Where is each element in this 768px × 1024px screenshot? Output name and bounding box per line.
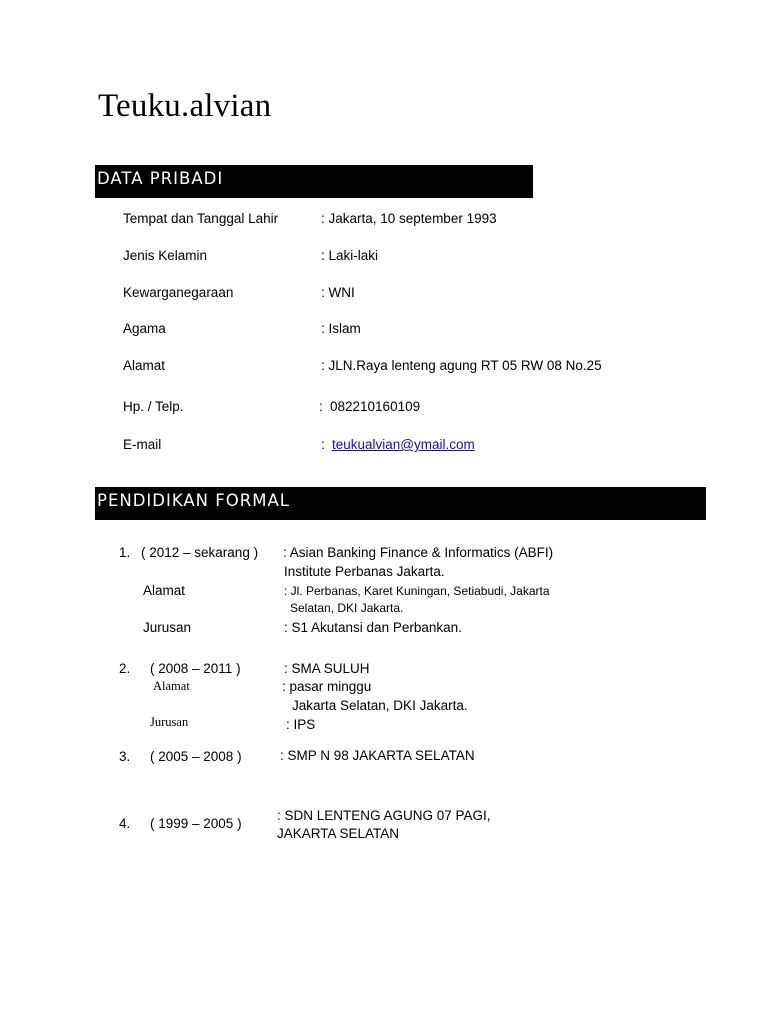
email-link[interactable]: teukualvian@ymail.com — [332, 437, 475, 452]
citizenship-label: Kewarganegaraan — [123, 285, 234, 300]
email-colon: : — [321, 437, 325, 452]
phone-value: 082210160109 — [330, 399, 421, 414]
gender-label: Jenis Kelamin — [123, 248, 208, 263]
birth-label: Tempat dan Tanggal Lahir — [123, 211, 279, 226]
citizenship-value: : WNI — [321, 285, 355, 300]
edu-1-number: 1. — [119, 545, 131, 560]
birth-value: : Jakarta, 10 september 1993 — [321, 211, 497, 226]
edu-4-number: 4. — [119, 816, 131, 831]
edu-2-major-label: Jurusan — [150, 715, 189, 729]
phone-label: Hp. / Telp. — [123, 399, 184, 414]
edu-2-number: 2. — [119, 661, 131, 676]
edu-4-school-line1: : SDN LENTENG AGUNG 07 PAGI, — [277, 808, 491, 823]
edu-2-school: : SMA SULUH — [284, 661, 370, 676]
phone-colon: : — [319, 399, 323, 414]
edu-1-years: ( 2012 – sekarang ) — [141, 545, 259, 560]
edu-2-address-label: Alamat — [153, 679, 190, 693]
edu-2-major-value: : IPS — [286, 717, 316, 732]
edu-4-years: ( 1999 – 2005 ) — [150, 816, 242, 831]
religion-label: Agama — [123, 321, 166, 336]
edu-4-school-line2: JAKARTA SELATAN — [277, 826, 400, 841]
edu-3-number: 3. — [119, 749, 131, 764]
email-label: E-mail — [123, 437, 162, 452]
section-header-pendidikan-formal: PENDIDIKAN FORMAL — [95, 487, 706, 520]
gender-value: : Laki-laki — [321, 248, 379, 263]
section-header-data-pribadi: DATA PRIBADI — [95, 165, 533, 198]
edu-1-address-line2: Selatan, DKI Jakarta. — [290, 601, 404, 615]
address-label: Alamat — [123, 358, 166, 373]
edu-2-years: ( 2008 – 2011 ) — [150, 661, 241, 676]
edu-1-school-line2: Institute Perbanas Jakarta. — [284, 564, 445, 579]
edu-1-major-label: Jurusan — [143, 620, 192, 635]
edu-3-school: : SMP N 98 JAKARTA SELATAN — [280, 748, 475, 763]
applicant-name: Teuku.alvian — [98, 88, 272, 124]
edu-1-school-line1: : Asian Banking Finance & Informatics (ABFI) — [283, 545, 554, 560]
edu-1-major-value: : S1 Akutansi dan Perbankan. — [284, 620, 462, 635]
address-value: : JLN.Raya lenteng agung RT 05 RW 08 No.25 — [321, 358, 602, 373]
edu-3-years: ( 2005 – 2008 ) — [150, 749, 242, 764]
edu-1-address-line1: : Jl. Perbanas, Karet Kuningan, Setiabudi, Jakarta — [284, 584, 550, 598]
edu-2-address-line2: Jakarta Selatan, DKI Jakarta. — [292, 698, 468, 713]
edu-1-address-label: Alamat — [143, 583, 186, 598]
edu-2-address-line1: : pasar minggu — [282, 679, 372, 694]
religion-value: : Islam — [321, 321, 361, 336]
